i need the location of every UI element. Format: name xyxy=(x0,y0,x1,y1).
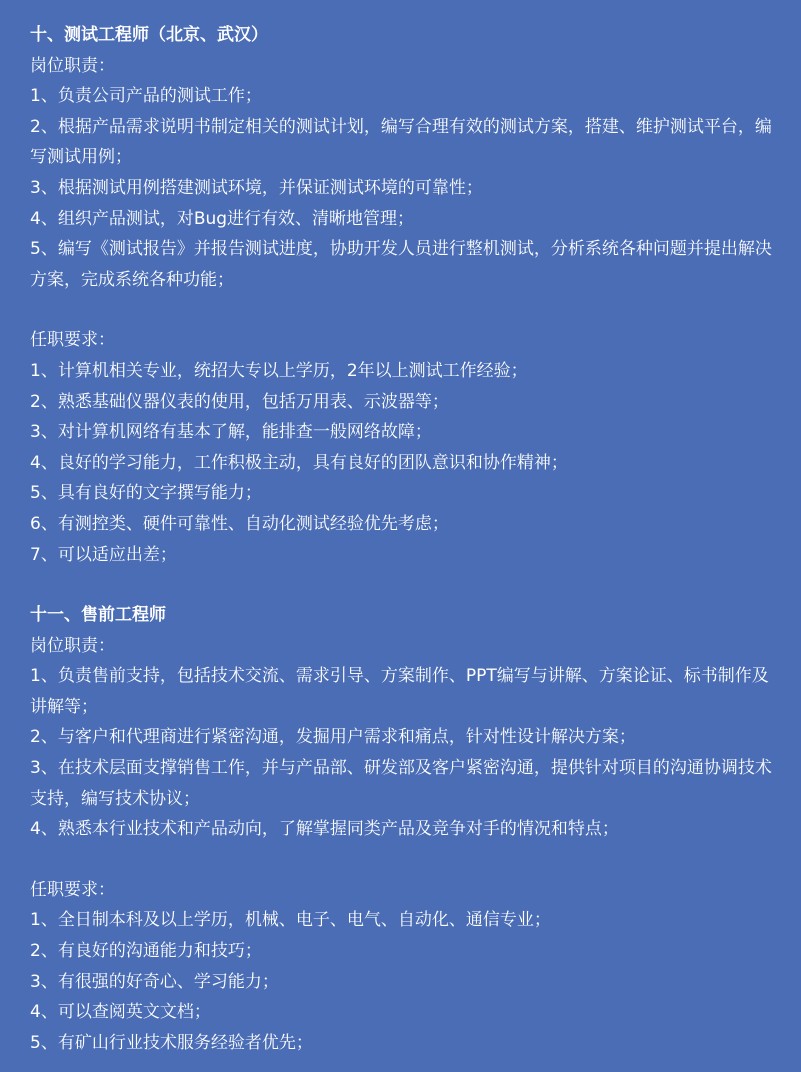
duties-group xyxy=(30,631,783,845)
requirements-group xyxy=(30,325,783,570)
requirements-group xyxy=(30,875,783,1059)
requirements-list xyxy=(30,905,783,1058)
list-item: 3、对计算机网络有基本了解，能排查一般网络故障； xyxy=(30,422,432,443)
list-item: 4、良好的学习能力，工作积极主动，具有良好的团队意识和协作精神； xyxy=(30,452,568,473)
list-item: 1、负责公司产品的测试工作； xyxy=(30,86,262,107)
duties-label: 岗位职责： xyxy=(30,635,115,656)
list-item: 4、可以查阅英文文档； xyxy=(30,1002,211,1023)
job-title: 十、测试工程师（北京、武汉） xyxy=(30,25,268,45)
requirements-label: 任职要求： xyxy=(30,879,115,900)
list-item: 6、有测控类、硬件可靠性、自动化测试经验优先考虑； xyxy=(30,513,449,534)
job-section-test-engineer xyxy=(30,20,783,570)
list-item: 5、具有良好的文字撰写能力； xyxy=(30,483,262,504)
list-item: 7、可以适应出差； xyxy=(30,544,177,565)
job-title: 十一、售前工程师 xyxy=(30,605,166,626)
duties-list xyxy=(30,81,783,295)
list-item: 3、根据测试用例搭建测试环境，并保证测试环境的可靠性； xyxy=(30,177,483,198)
job-section-presales-engineer xyxy=(30,600,783,1058)
duties-label: 岗位职责： xyxy=(30,55,115,76)
duties-group xyxy=(30,51,783,296)
list-item: 5、编写《测试报告》并报告测试进度，协助开发人员进行整机测试，分析系统各种问题并提出解决方案，完成系统各种功能； xyxy=(30,239,772,290)
list-item: 1、负责售前支持，包括技术交流、需求引导、方案制作、PPT编写与讲解、方案论证、标书制作及讲解等； xyxy=(30,666,769,717)
requirements-list xyxy=(30,356,783,570)
list-item: 1、全日制本科及以上学历，机械、电子、电气、自动化、通信专业； xyxy=(30,910,551,931)
list-item: 4、熟悉本行业技术和产品动向，了解掌握同类产品及竞争对手的情况和特点； xyxy=(30,819,619,840)
list-item: 3、有很强的好奇心、学习能力； xyxy=(30,971,279,992)
list-item: 2、与客户和代理商进行紧密沟通，发掘用户需求和痛点，针对性设计解决方案； xyxy=(30,727,636,748)
list-item: 2、熟悉基础仪器仪表的使用，包括万用表、示波器等； xyxy=(30,391,449,412)
duties-list xyxy=(30,661,783,845)
list-item: 3、在技术层面支撑销售工作，并与产品部、研发部及客户紧密沟通，提供针对项目的沟通协调技术支持，编写技术协议； xyxy=(30,758,772,809)
list-item: 4、组织产品测试，对Bug进行有效、清晰地管理； xyxy=(30,208,415,229)
requirements-label: 任职要求： xyxy=(30,330,115,351)
list-item: 1、计算机相关专业，统招大专以上学历，2年以上测试工作经验； xyxy=(30,360,528,381)
list-item: 2、有良好的沟通能力和技巧； xyxy=(30,941,262,962)
list-item: 2、根据产品需求说明书制定相关的测试计划，编写合理有效的测试方案，搭建、维护测试平台，编写测试用例； xyxy=(30,116,772,168)
list-item: 5、有矿山行业技术服务经验者优先； xyxy=(30,1032,313,1053)
